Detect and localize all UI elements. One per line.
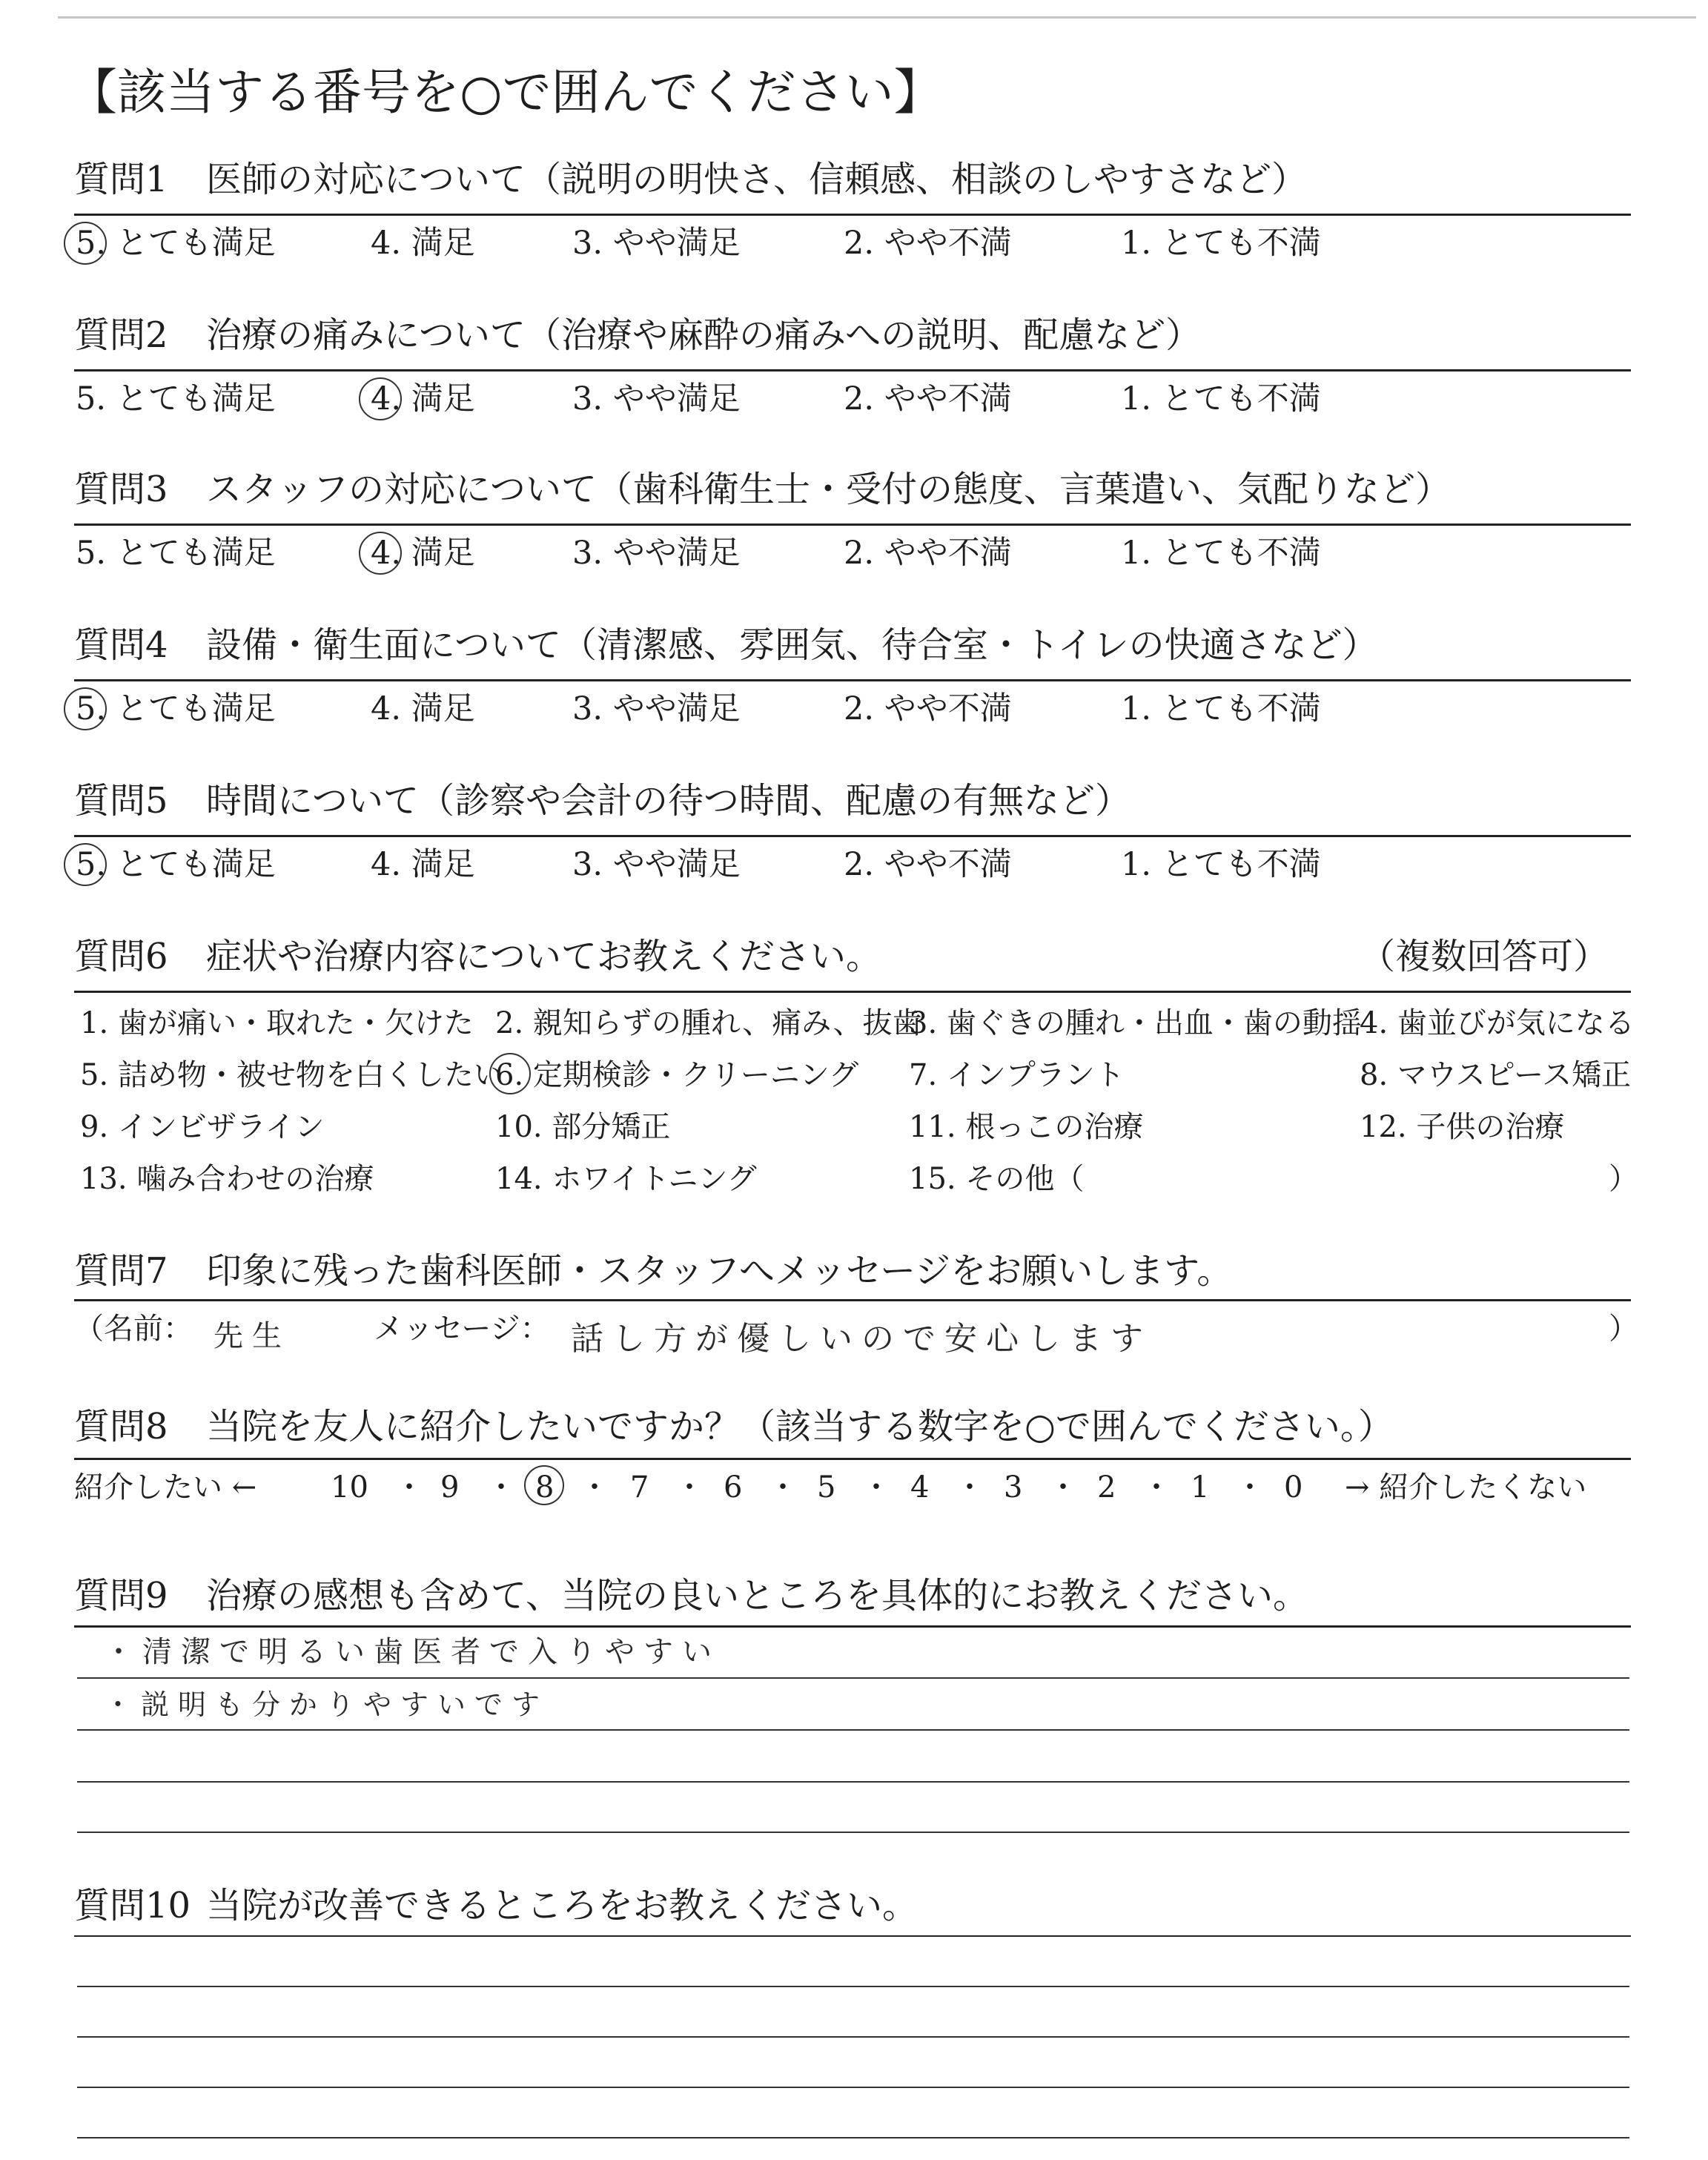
scale-4[interactable]: 4 [910,1470,930,1505]
question-6 [74,936,882,977]
selection-circle [64,687,107,730]
name-label: （名前： [74,1312,193,1346]
question-9 [74,1575,1309,1616]
scale-10[interactable]: 10 [331,1470,368,1505]
question-rule [74,524,1631,526]
scale-sep: ・ [1235,1470,1265,1505]
q6-option-10[interactable]: 10. 部分矯正 [495,1110,671,1144]
question-rule [74,679,1631,681]
q6-option-11[interactable]: 11. 根っこの治療 [909,1110,1144,1144]
scale-sep: ・ [675,1470,704,1505]
question-number: 質問10 [74,1885,191,1926]
question-rule [74,1458,1631,1460]
question-number: 質問1 [74,159,168,200]
q3-option-2[interactable]: 2. やや不満 [844,535,1012,572]
question-text: 症状や治療内容についてお教えください。 [206,936,882,977]
question-rule [74,1299,1631,1301]
selection-circle [489,1053,531,1094]
scale-sep: ・ [486,1470,516,1505]
question-text: 医師の対応について（説明の明快さ、信頼感、相談のしやすさなど） [206,159,1308,200]
scale-6[interactable]: 6 [724,1470,743,1505]
message-label: メッセージ： [374,1312,550,1346]
selection-circle [64,843,107,886]
question-text: 当院を友人に紹介したいですか？（該当する数字を○で囲んでください。） [206,1406,1394,1447]
answer-rule [77,1729,1629,1731]
q6-option-6[interactable]: 6. 定期検診・クリーニング [495,1058,859,1092]
question-3 [74,469,1452,510]
question-rule [74,991,1631,993]
recommend-left-label: 紹介したい ← [74,1470,257,1505]
answer-rule [77,1781,1629,1783]
question-text: 印象に残った歯科医師・スタッフへメッセージをお願いします。 [206,1250,1233,1292]
q4-option-1[interactable]: 1. とても不満 [1121,690,1321,727]
question-rule [74,835,1631,837]
selection-circle [359,532,402,575]
q6-option-2[interactable]: 2. 親知らずの腫れ、痛み、抜歯 [495,1006,922,1040]
multiple-answer-note: （複数回答可） [1360,936,1609,977]
question-text: スタッフの対応について（歯科衛生士・受付の態度、言葉遣い、気配りなど） [206,469,1452,510]
q6-option-15[interactable]: 15. その他（ [909,1162,1085,1196]
recommend-right-label: → 紹介したくない [1345,1470,1587,1505]
q6-option-4[interactable]: 4. 歯並びが気になる [1360,1006,1635,1040]
q3-option-3[interactable]: 3. やや満足 [572,535,741,572]
name-value[interactable]: 先生 [214,1319,291,1353]
scale-sep: ・ [394,1470,424,1505]
question-number: 質問6 [74,936,168,977]
q5-option-2[interactable]: 2. やや不満 [844,846,1012,883]
q5-option-4[interactable]: 4. 満足 [371,846,475,883]
question-rule [74,369,1631,371]
question-number: 質問2 [74,314,168,356]
question-text: 時間について（診察や会計の待つ時間、配慮の有無など） [206,780,1131,822]
scale-sep: ・ [768,1470,798,1505]
q5-option-5[interactable]: 5. とても満足 [76,846,276,883]
scale-sep: ・ [1048,1470,1078,1505]
message-value[interactable]: 話し方が優しいので安心します [571,1320,1152,1358]
answer-line-1[interactable]: ・清潔で明るい歯医者で入りやすい [104,1635,721,1669]
question-number: 質問5 [74,780,168,822]
message-close-paren: ） [1609,1312,1638,1346]
q1-option-2[interactable]: 2. やや不満 [844,225,1012,262]
q3-option-4[interactable]: 4. 満足 [371,535,475,572]
q6-option-8[interactable]: 8. マウスピース矯正 [1360,1058,1632,1092]
q6-option-14[interactable]: 14. ホワイトニング [495,1162,757,1196]
question-8 [74,1406,1394,1447]
q6-option-1[interactable]: 1. 歯が痛い・取れた・欠けた [80,1006,474,1040]
scale-5[interactable]: 5 [817,1470,836,1505]
question-10 [74,1885,918,1926]
page-title: 【該当する番号を○で囲んでください】 [68,64,943,121]
q5-option-3[interactable]: 3. やや満足 [572,846,741,883]
answer-line-2[interactable]: ・説明も分かりやすいです [104,1688,549,1721]
q6-other-close-paren: ） [1609,1162,1638,1196]
answer-rule [77,2087,1629,2088]
scale-1[interactable]: 1 [1191,1470,1210,1505]
q2-option-4[interactable]: 4. 満足 [371,380,475,417]
question-number: 質問7 [74,1250,168,1292]
question-number: 質問4 [74,624,168,666]
q4-option-5[interactable]: 5. とても満足 [76,690,276,727]
scale-3[interactable]: 3 [1004,1470,1023,1505]
scale-sep: ・ [955,1470,984,1505]
q2-option-3[interactable]: 3. やや満足 [572,380,741,417]
q1-option-3[interactable]: 3. やや満足 [572,225,741,262]
question-2 [74,314,1202,356]
selection-circle [359,377,402,420]
selection-circle [64,222,107,265]
scale-sep: ・ [1142,1470,1171,1505]
question-text: 治療の痛みについて（治療や麻酔の痛みへの説明、配慮など） [206,314,1202,356]
scale-8[interactable]: 8 [535,1470,555,1505]
answer-rule [77,2036,1629,2038]
question-rule [74,1935,1631,1937]
question-5 [74,780,1131,822]
q4-option-3[interactable]: 3. やや満足 [572,690,741,727]
answer-rule [77,2137,1629,2138]
q1-option-1[interactable]: 1. とても不満 [1121,225,1321,262]
q1-option-5[interactable]: 5. とても満足 [76,225,276,262]
q6-option-9[interactable]: 9. インビザライン [80,1110,325,1144]
q6-option-7[interactable]: 7. インプラント [909,1058,1125,1092]
scale-0[interactable]: 0 [1284,1470,1303,1505]
q3-option-5[interactable]: 5. とても満足 [76,535,276,572]
q2-option-5[interactable]: 5. とても満足 [76,380,276,417]
question-number: 質問8 [74,1406,168,1447]
q5-option-1[interactable]: 1. とても不満 [1121,846,1321,883]
q1-option-4[interactable]: 4. 満足 [371,225,475,262]
question-text: 設備・衛生面について（清潔感、雰囲気、待合室・トイレの快適さなど） [206,624,1378,666]
q2-option-2[interactable]: 2. やや不満 [844,380,1012,417]
q4-option-2[interactable]: 2. やや不満 [844,690,1012,727]
scale-7[interactable]: 7 [630,1470,649,1505]
q3-option-1[interactable]: 1. とても不満 [1121,535,1321,572]
top-border-line [58,16,1696,19]
scale-sep: ・ [861,1470,891,1505]
answer-rule [77,1832,1629,1833]
q4-option-4[interactable]: 4. 満足 [371,690,475,727]
scale-2[interactable]: 2 [1097,1470,1116,1505]
answer-rule [77,1986,1629,1987]
question-rule [74,214,1631,216]
q6-option-13[interactable]: 13. 噛み合わせの治療 [80,1162,374,1196]
question-number: 質問9 [74,1575,168,1616]
question-7 [74,1250,1233,1292]
q2-option-1[interactable]: 1. とても不満 [1121,380,1321,417]
question-text: 治療の感想も含めて、当院の良いところを具体的にお教えください。 [206,1575,1309,1616]
scale-9[interactable]: 9 [440,1470,460,1505]
question-number: 質問3 [74,469,168,510]
q6-option-5[interactable]: 5. 詰め物・被せ物を白くしたい [80,1058,503,1092]
answer-rule [77,1677,1629,1679]
question-rule [74,1625,1631,1628]
q6-option-12[interactable]: 12. 子供の治療 [1360,1110,1565,1144]
scale-sep: ・ [580,1470,609,1505]
question-1 [74,159,1308,200]
question-text: 当院が改善できるところをお教えください。 [206,1885,918,1926]
q6-option-3[interactable]: 3. 歯ぐきの腫れ・出血・歯の動揺 [909,1006,1362,1040]
selection-circle [524,1465,564,1505]
question-4 [74,624,1378,666]
